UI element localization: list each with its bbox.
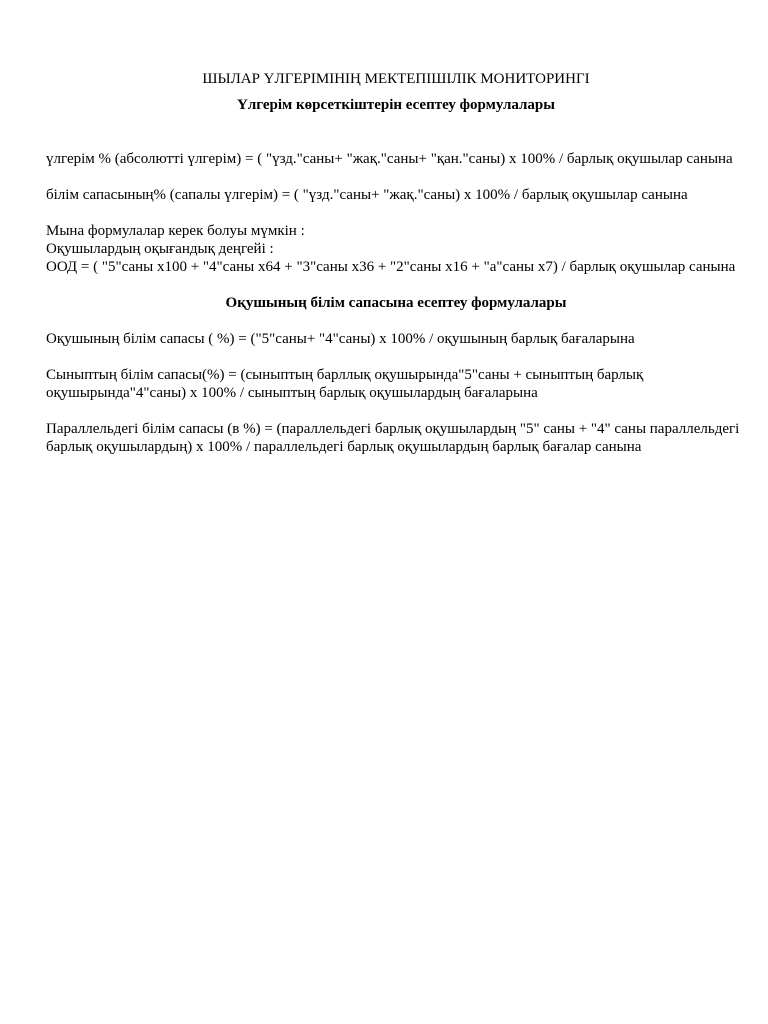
document-content xyxy=(46,70,746,456)
document-title: ШЫЛАР ҮЛГЕРІМІНІҢ МЕКТЕПІШІЛІК МОНИТОРИНГІ xyxy=(202,71,590,87)
learning-level-label: Оқушылардың оқығандық деңгейі : xyxy=(46,241,274,257)
formula-class-quality: Сыныптың білім сапасы(%) = (сыныптың барллық оқушырында"5"саны + сыныптың барлық оқушырында"4"саны) х 100% / сыныптың барлық оқушылардың бағаларына xyxy=(46,367,644,401)
spacer xyxy=(46,132,746,150)
spacer xyxy=(46,312,746,330)
formula-parallel-quality: Параллельдегі білім сапасы (в %) = (параллельдегі барлық оқушылардың "5" саны + "4" саны параллельдегі барлық оқушылардың) х 100% / параллельдегі барлық оқушылардың барлық бағалар санына xyxy=(46,421,740,455)
section-heading-student-quality: Оқушының білім сапасына есептеу формулалары xyxy=(225,295,567,311)
extra-formulas-intro: Мына формулалар керек болуы мүмкін : xyxy=(46,223,305,239)
document-subtitle: Үлгерім көрсеткіштерін есептеу формулалары xyxy=(237,97,555,113)
formula-absolute-progress: үлгерім % (абсолютті үлгерім) = ( "үзд."саны+ "жақ."саны+ "қан."саны) х 100% / барлық оқушылар санына xyxy=(46,151,733,167)
spacer xyxy=(46,348,746,366)
spacer xyxy=(46,276,746,294)
spacer xyxy=(46,168,746,186)
spacer xyxy=(46,402,746,420)
formula-knowledge-quality: білім сапасының% (сапалы үлгерім) = ( "үзд."саны+ "жақ."саны) х 100% / барлық оқушылар санына xyxy=(46,187,688,203)
formula-ood: ООД = ( "5"саны х100 + "4"саны х64 + "3"саны х36 + "2"саны х16 + "а"саны х7) / барлық оқушылар санына xyxy=(46,259,736,275)
spacer xyxy=(46,204,746,222)
formula-student-quality: Оқушының білім сапасы ( %) = ("5"саны+ "4"саны) х 100% / оқушының барлық бағаларына xyxy=(46,331,635,347)
